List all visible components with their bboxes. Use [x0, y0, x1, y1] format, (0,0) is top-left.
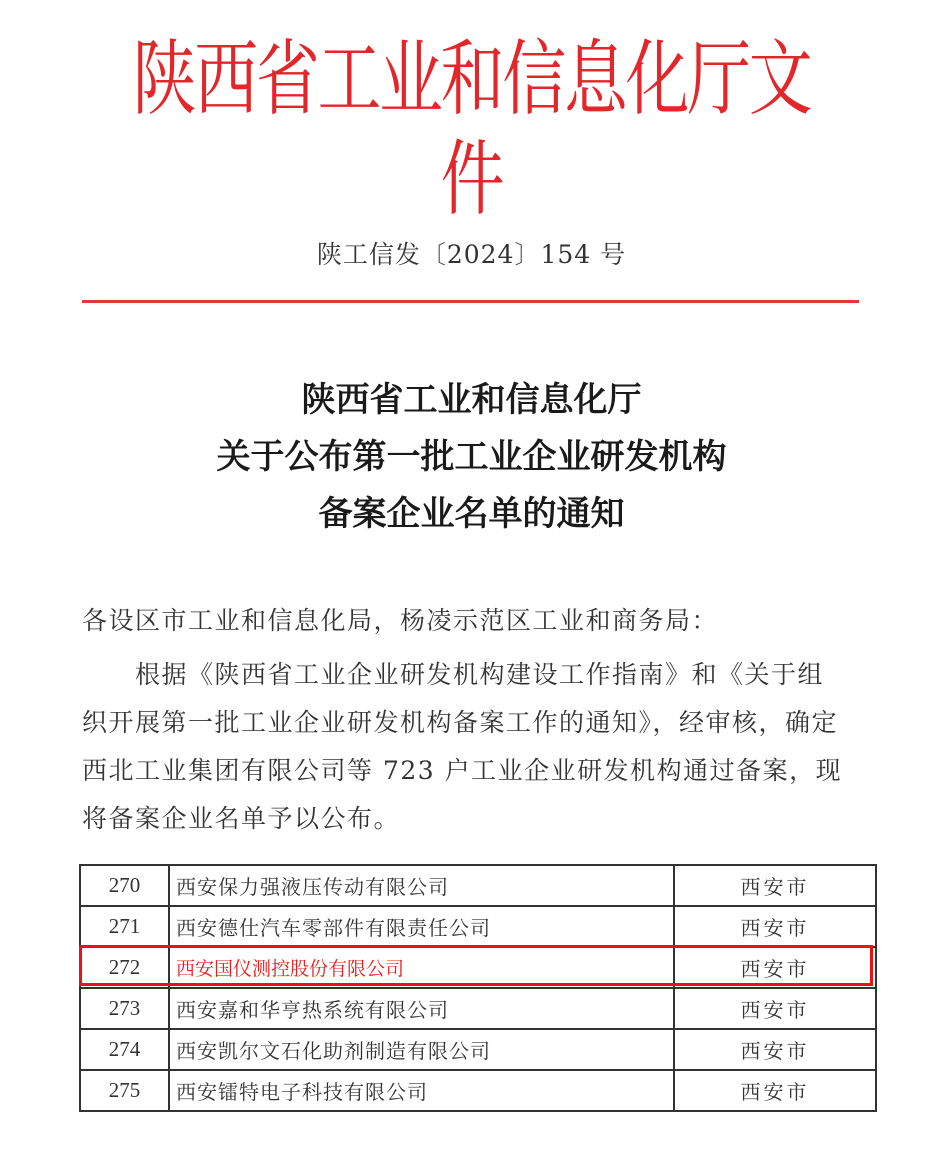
red-divider — [82, 300, 859, 303]
row-number: 272 — [81, 948, 170, 987]
document-masthead: 陕西省工业和信息化厅文件 — [132, 32, 811, 227]
document-number: 陕工信发〔2024〕154 号 — [316, 240, 627, 269]
enterprise-name: 西安德仕汽车零部件有限责任公司 — [170, 907, 675, 946]
title-line-1: 陕西省工业和信息化厅 — [301, 380, 642, 420]
row-number: 274 — [81, 1030, 170, 1069]
enterprise-name: 西安镭特电子科技有限公司 — [170, 1071, 675, 1110]
enterprise-city: 西安市 — [740, 1080, 810, 1104]
enterprise-name-highlighted: 西安国仪测控股份有限公司 — [170, 948, 675, 987]
enterprise-name: 西安嘉和华亨热系统有限公司 — [170, 989, 675, 1028]
enterprise-city: 西安市 — [740, 1039, 810, 1063]
enterprise-city: 西安市 — [740, 957, 810, 981]
table-row — [81, 907, 875, 948]
paragraph-line: 织开展第一批工业企业研发机构备案工作的通知》，经审核，确定 — [82, 708, 839, 737]
table-row — [81, 989, 875, 1030]
table-row — [81, 866, 875, 907]
enterprise-name: 西安保力强液压传动有限公司 — [170, 866, 675, 905]
row-number: 273 — [81, 989, 170, 1028]
row-number: 271 — [81, 907, 170, 946]
paragraph-line: 西北工业集团有限公司等 723 户工业企业研发机构通过备案，现 — [82, 756, 843, 785]
table-row — [81, 1071, 875, 1112]
salutation: 各设区市工业和信息化局，杨凌示范区工业和商务局： — [82, 606, 719, 635]
enterprise-city: 西安市 — [740, 875, 810, 899]
row-number: 275 — [81, 1071, 170, 1110]
title-line-2: 关于公布第一批工业企业研发机构 — [216, 437, 727, 477]
enterprise-list-table — [79, 864, 877, 1112]
title-line-3: 备案企业名单的通知 — [318, 494, 625, 534]
body-paragraph — [82, 651, 862, 843]
row-number: 270 — [81, 866, 170, 905]
enterprise-name: 西安凯尔文石化助剂制造有限公司 — [170, 1030, 675, 1069]
paragraph-line: 根据《陕西省工业企业研发机构建设工作指南》和《关于组 — [82, 660, 825, 689]
notice-title — [0, 372, 943, 543]
table-row — [81, 1030, 875, 1071]
enterprise-city: 西安市 — [740, 998, 810, 1022]
paragraph-line: 将备案企业名单予以公布。 — [82, 804, 401, 833]
table-row-highlighted — [81, 948, 875, 989]
enterprise-city: 西安市 — [740, 916, 810, 940]
